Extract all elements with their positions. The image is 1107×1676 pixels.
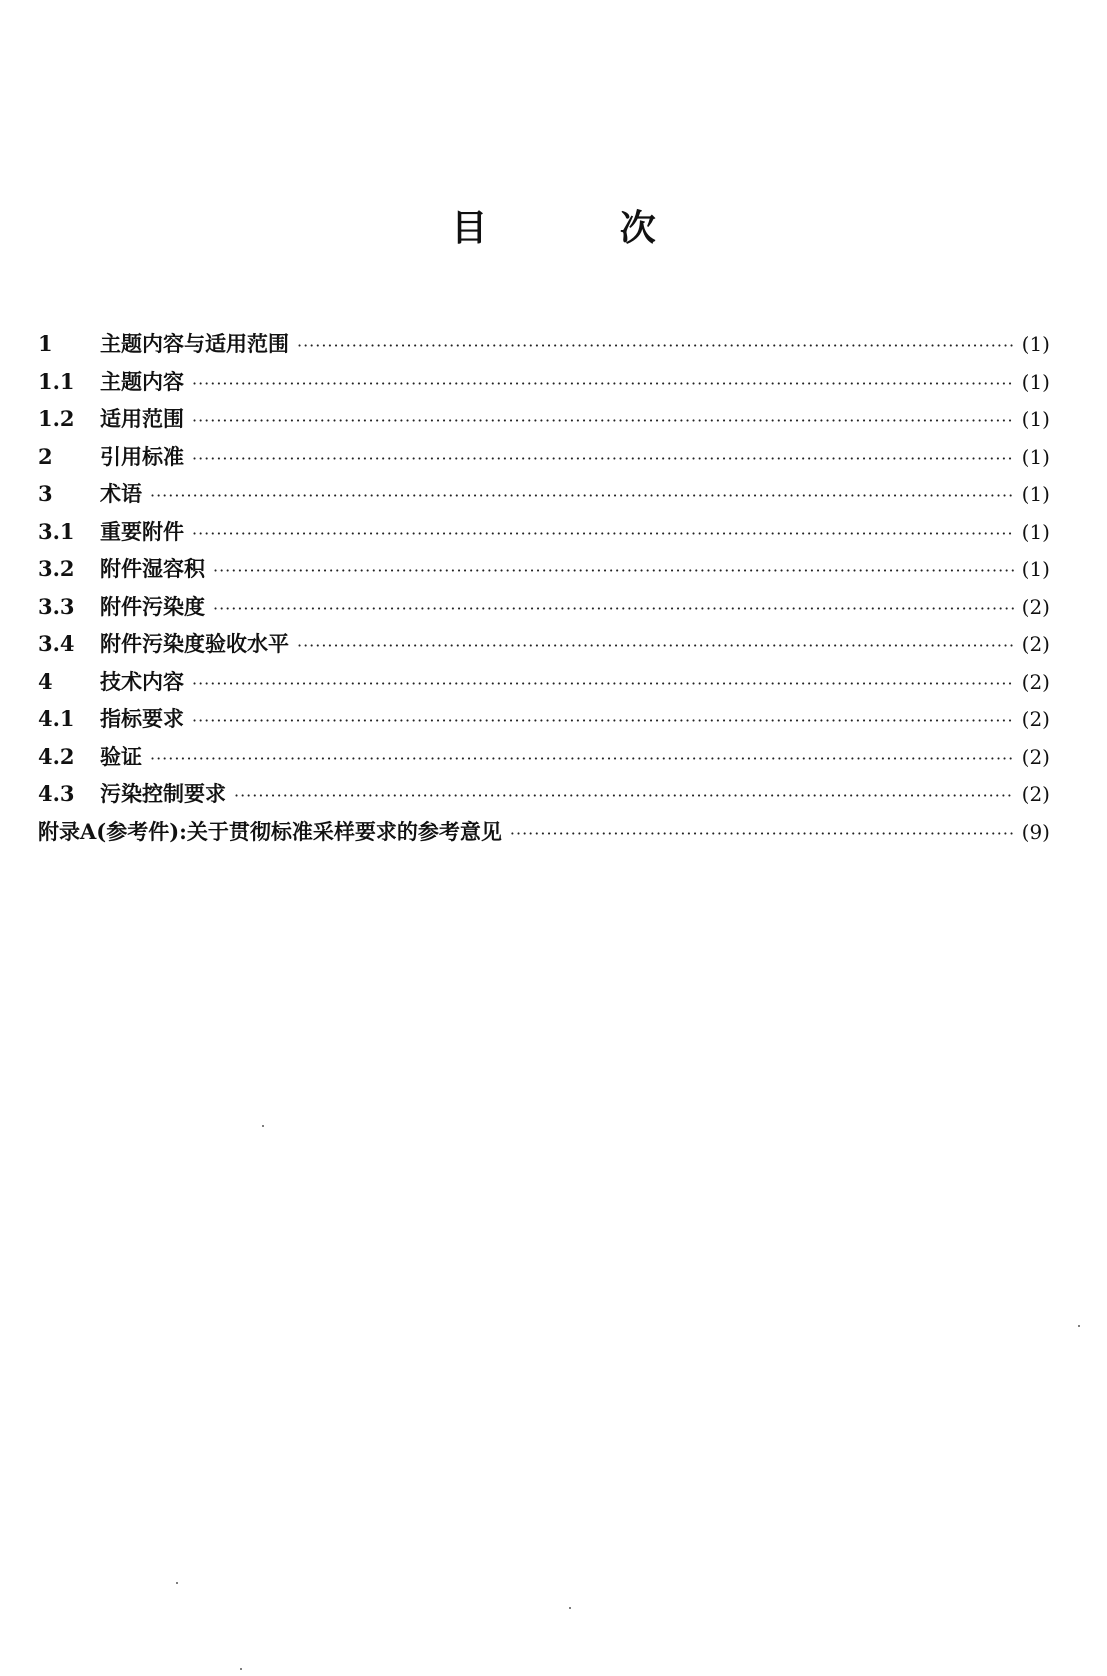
toc-entry-3[interactable] xyxy=(38,478,1050,516)
scan-speck xyxy=(240,1668,242,1670)
toc-entry-number: 1.1 xyxy=(38,368,75,394)
dot-leader xyxy=(297,636,1014,655)
scan-speck xyxy=(176,1582,178,1584)
dot-leader xyxy=(234,786,1014,805)
dot-leader xyxy=(192,449,1014,468)
toc-entry-title: 主题内容 xyxy=(100,368,184,394)
toc-entry-3-4[interactable] xyxy=(38,628,1050,666)
toc-entry-page: (1) xyxy=(1021,332,1050,356)
toc-entry-3-3[interactable] xyxy=(38,591,1050,629)
toc-entry-title: 主题内容与适用范围 xyxy=(100,331,289,356)
toc-entry-title: 引用标准 xyxy=(100,443,184,469)
toc-entry-title: 附件污染度 xyxy=(100,593,205,619)
table-of-contents xyxy=(38,328,1050,853)
toc-entry-page: (1) xyxy=(1021,482,1050,506)
toc-entry-number: 3.4 xyxy=(38,631,75,656)
toc-entry-number: 4.3 xyxy=(38,781,75,806)
toc-entry-page: (2) xyxy=(1021,594,1050,619)
toc-entry-page: (1) xyxy=(1021,407,1050,431)
toc-entry-title: 技术内容 xyxy=(100,668,184,694)
toc-entry-page: (1) xyxy=(1021,557,1050,581)
toc-entry-3-2[interactable] xyxy=(38,553,1050,591)
dot-leader xyxy=(297,336,1014,355)
toc-entry-title: 污染控制要求 xyxy=(100,781,226,806)
dot-leader xyxy=(192,374,1014,393)
toc-entry-page: (2) xyxy=(1021,632,1050,656)
toc-entry-number: 4.2 xyxy=(38,743,75,769)
toc-entry-title: 验证 xyxy=(100,743,142,769)
scan-speck xyxy=(1078,1325,1080,1327)
toc-entry-3-1[interactable] xyxy=(38,516,1050,554)
page-title: 目 次 xyxy=(451,207,716,249)
toc-entry-number: 3.3 xyxy=(38,593,75,619)
dot-leader xyxy=(192,711,1014,730)
toc-entry-4-3[interactable] xyxy=(38,778,1050,816)
toc-entry-page: (2) xyxy=(1021,744,1050,769)
toc-entry-number: 2 xyxy=(38,443,53,469)
toc-entry-page: (2) xyxy=(1021,707,1050,731)
toc-entry-4-1[interactable] xyxy=(38,703,1050,741)
toc-entry-title: 附件湿容积 xyxy=(100,556,205,581)
toc-entry-number: 3.1 xyxy=(38,518,75,544)
toc-entry-page: (9) xyxy=(1021,819,1050,844)
dot-leader xyxy=(213,561,1014,580)
scan-speck xyxy=(569,1607,571,1609)
toc-entry-2[interactable] xyxy=(38,441,1050,479)
toc-entry-title: 适用范围 xyxy=(100,406,184,431)
toc-entry-title: 指标要求 xyxy=(100,706,184,731)
toc-entry-4-2[interactable] xyxy=(38,741,1050,779)
dot-leader xyxy=(510,824,1014,843)
dot-leader xyxy=(192,411,1014,430)
toc-entry-1-2[interactable] xyxy=(38,403,1050,441)
toc-entry-number: 3.2 xyxy=(38,556,75,581)
toc-entry-page: (2) xyxy=(1021,782,1050,806)
toc-entry-page: (1) xyxy=(1021,444,1050,469)
toc-entry-title: 术语 xyxy=(100,481,142,506)
dot-leader xyxy=(150,749,1014,768)
toc-entry-number: 4.1 xyxy=(38,706,75,731)
scan-speck xyxy=(262,1125,264,1127)
toc-entry-1[interactable] xyxy=(38,328,1050,366)
toc-entry-appendix-a[interactable] xyxy=(38,816,1050,854)
dot-leader xyxy=(192,524,1014,543)
toc-entry-title: 重要附件 xyxy=(100,518,184,544)
toc-entry-title: 附件污染度验收水平 xyxy=(100,631,289,656)
toc-entry-page: (2) xyxy=(1021,669,1050,694)
dot-leader xyxy=(192,674,1014,693)
toc-entry-4[interactable] xyxy=(38,666,1050,704)
toc-entry-number: 1.2 xyxy=(38,406,75,431)
dot-leader xyxy=(213,599,1014,618)
toc-entry-page: (1) xyxy=(1021,519,1050,544)
toc-entry-1-1[interactable] xyxy=(38,366,1050,404)
toc-entry-number: 1 xyxy=(38,331,53,356)
toc-entry-number: 3 xyxy=(38,481,53,506)
toc-entry-page: (1) xyxy=(1021,369,1050,394)
dot-leader xyxy=(150,486,1014,505)
toc-entry-title: 附录A(参考件):关于贯彻标准采样要求的参考意见 xyxy=(38,818,502,844)
toc-entry-number: 4 xyxy=(38,668,53,694)
